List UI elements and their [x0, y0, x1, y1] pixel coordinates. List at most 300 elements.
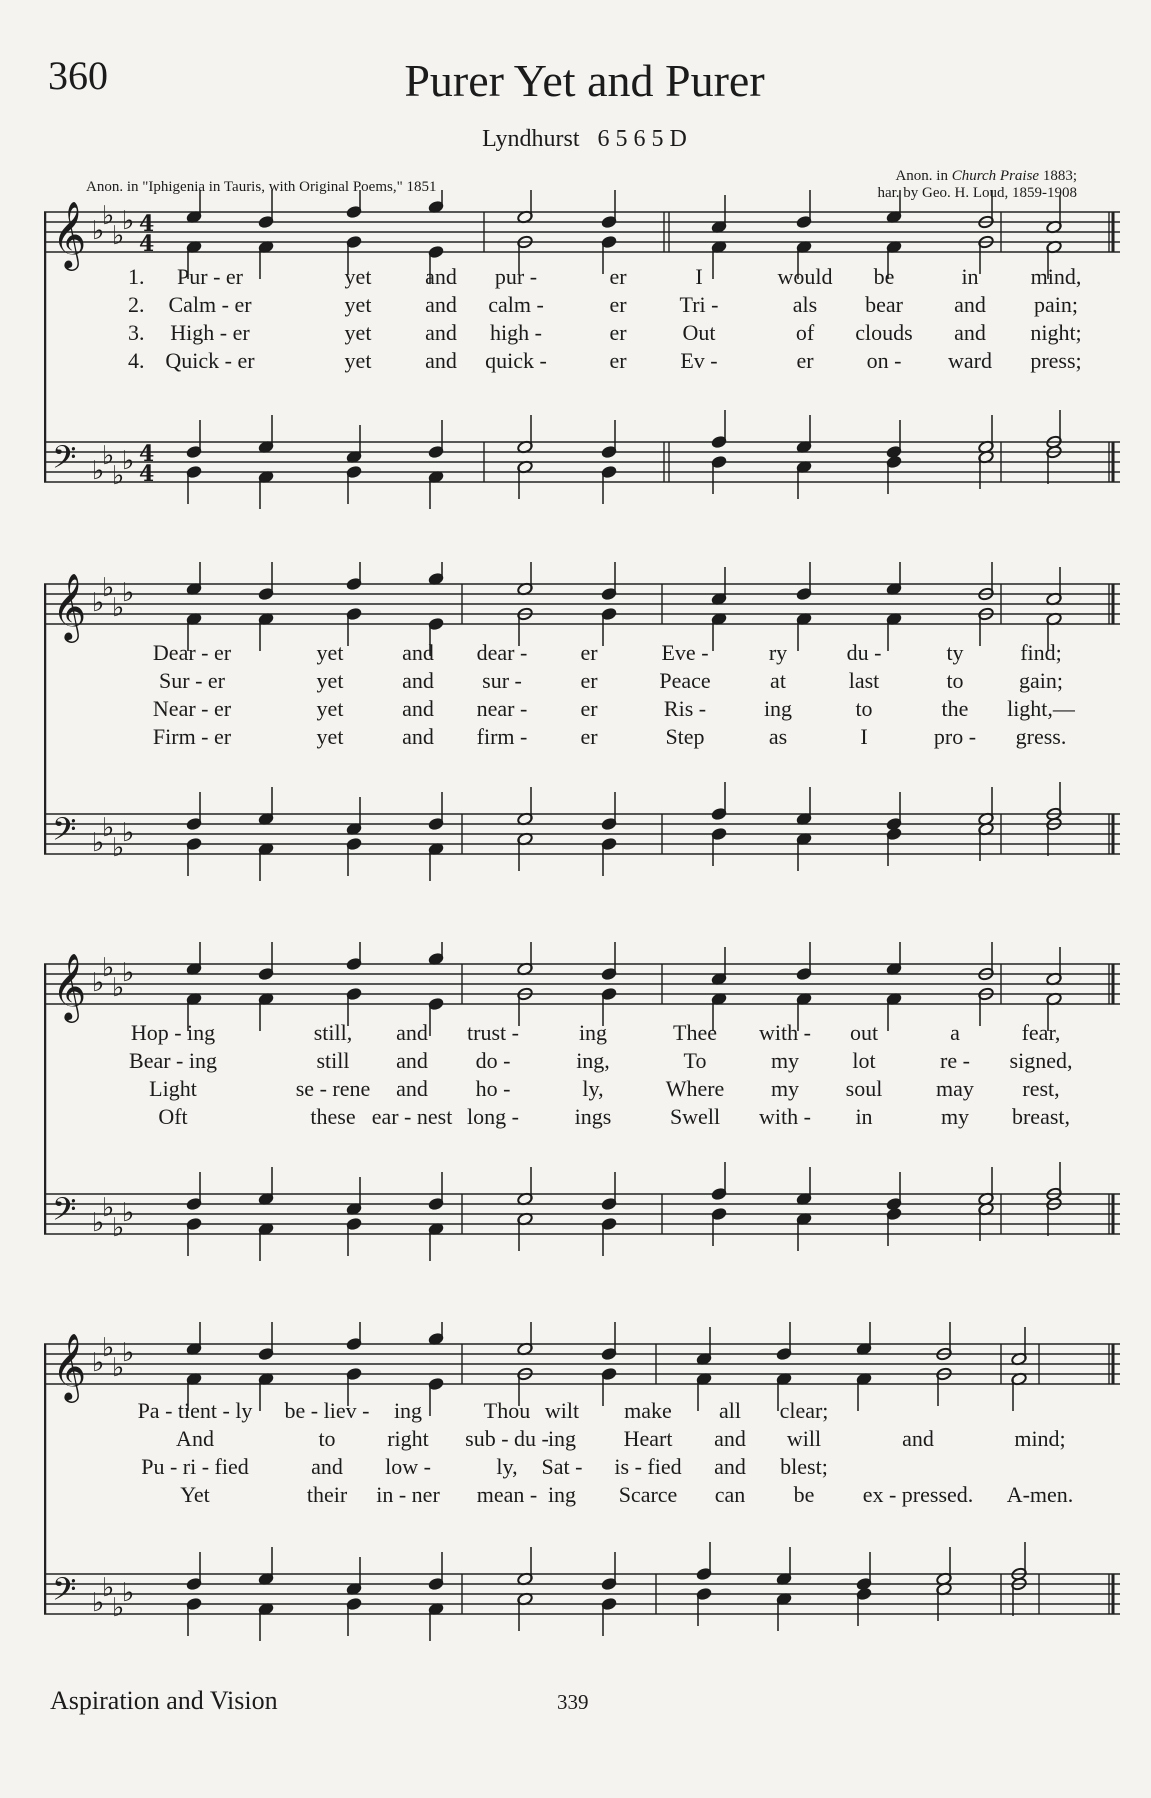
lyric-syllable: and: [954, 292, 986, 317]
flat-icon: ♭: [102, 573, 115, 603]
flat-icon: ♭: [102, 953, 115, 983]
music-credit-source: Church Praise: [951, 168, 1040, 184]
bass-note: [517, 1592, 534, 1631]
tenor-note: [978, 1167, 995, 1206]
flat-icon: ♭: [112, 593, 125, 623]
tenor-note: [428, 420, 445, 459]
alto-note: [601, 607, 618, 646]
lyric-syllable: er: [609, 292, 627, 317]
bass-note: [711, 827, 728, 866]
lyric-syllable: er: [580, 696, 598, 721]
lyric-syllable: ing: [578, 1020, 608, 1045]
soprano-note: [978, 190, 995, 229]
lyric-syllable: and: [402, 640, 434, 665]
verse-number: 3.: [128, 320, 145, 345]
lyric-syllable: on -: [866, 348, 902, 373]
tenor-note: [428, 1552, 445, 1591]
lyric-syllable: fear,: [1021, 1020, 1061, 1045]
lyric-syllable: er: [609, 264, 627, 289]
lyric-syllable: low -: [385, 1454, 431, 1479]
lyric-syllable: Eve -: [661, 640, 709, 665]
bass-note: [796, 832, 813, 871]
bass-note: [428, 1602, 445, 1641]
bass-note: [346, 1217, 363, 1256]
bass-note: [346, 837, 363, 876]
lyric-syllable: clouds: [855, 320, 913, 345]
lyric-syllable: clear;: [779, 1398, 829, 1423]
alto-note: [258, 1372, 275, 1411]
tenor-note: [346, 1557, 363, 1596]
lyric-syllable: yet: [316, 668, 344, 693]
flat-icon: ♭: [122, 958, 135, 988]
bass-note: [776, 1592, 793, 1631]
lyric-syllable: yet: [344, 264, 372, 289]
tenor-note: [346, 425, 363, 464]
bass-note: [186, 837, 203, 876]
bass-note: [696, 1587, 713, 1626]
flat-icon: ♭: [92, 828, 105, 858]
tenor-note: [258, 1547, 275, 1586]
lyric-syllable: se - rene: [295, 1076, 371, 1101]
verse-number: 2.: [128, 292, 145, 317]
soprano-note: [517, 942, 534, 976]
flat-icon: ♭: [92, 1208, 105, 1238]
soprano-note: [601, 562, 618, 601]
lyric-syllable: at: [770, 668, 786, 693]
soprano-note: [856, 1322, 873, 1356]
lyric-syllable: Ris -: [663, 696, 707, 721]
lyric-syllable: Hop - ing: [130, 1020, 216, 1045]
lyric-syllable: ty: [946, 640, 964, 665]
music-credit-prefix: Anon. in: [895, 168, 952, 184]
tenor-note: [796, 787, 813, 826]
lyric-syllable: er: [580, 724, 598, 749]
alto-note: [258, 992, 275, 1031]
tenor-note: [428, 792, 445, 831]
lyric-syllable: ing: [547, 1426, 577, 1451]
lyric-syllable: sub - du -: [465, 1426, 549, 1451]
flat-icon: ♭: [112, 461, 125, 491]
bass-note: [1046, 1197, 1063, 1236]
soprano-note: [258, 942, 275, 981]
lyric-syllable: Pu - ri - fied: [141, 1454, 249, 1479]
lyric-syllable: and: [714, 1454, 746, 1479]
lyric-syllable: of: [795, 320, 815, 345]
music-system-1: [44, 190, 1120, 520]
tenor-note: [428, 1172, 445, 1211]
tenor-note: [978, 787, 995, 826]
alto-note: [776, 1372, 793, 1411]
alto-note: [517, 987, 534, 1026]
bass-note: [886, 827, 903, 866]
lyric-syllable: And: [176, 1426, 214, 1451]
bass-note: [796, 460, 813, 499]
lyric-syllable: to: [855, 696, 873, 721]
soprano-note: [796, 942, 813, 981]
tune-name: Lyndhurst: [482, 126, 580, 152]
tenor-note: [711, 1162, 728, 1201]
alto-note: [711, 612, 728, 651]
lyric-syllable: Light: [149, 1076, 197, 1101]
hymn-number: 360: [48, 53, 108, 98]
lyric-syllable: Scarce: [618, 1482, 678, 1507]
soprano-note: [936, 1322, 953, 1361]
bass-note: [258, 470, 275, 509]
lyric-syllable: Sur - er: [159, 668, 225, 693]
lyric-syllable: still,: [313, 1020, 353, 1045]
flat-icon: ♭: [92, 968, 105, 998]
flat-icon: ♭: [122, 1198, 135, 1228]
flat-icon: ♭: [122, 206, 135, 236]
lyric-syllable: High - er: [170, 320, 250, 345]
alto-note: [978, 607, 995, 646]
alto-note: [428, 997, 445, 1036]
tenor-note: [886, 1172, 903, 1211]
alto-note: [346, 235, 363, 274]
alto-note: [696, 1372, 713, 1411]
bass-clef-icon: 𝄢: [52, 439, 77, 483]
bass-note: [517, 832, 534, 871]
flat-icon: ♭: [112, 973, 125, 1003]
lyric-syllable: Oft: [158, 1104, 188, 1129]
bass-note: [978, 450, 995, 489]
soprano-note: [186, 1322, 203, 1356]
soprano-note: [186, 562, 203, 596]
lyric-syllable: ing,: [576, 1048, 610, 1073]
tenor-note: [517, 787, 534, 826]
lyric-syllable: be: [873, 264, 895, 289]
lyric-syllable: light,—: [1007, 696, 1075, 721]
alto-note: [936, 1367, 953, 1406]
lyric-syllable: and: [714, 1426, 746, 1451]
tenor-note: [1046, 782, 1063, 821]
soprano-note: [428, 942, 445, 966]
lyric-syllable: er: [796, 348, 814, 373]
time-signature: 4: [139, 231, 155, 257]
lyric-syllable: gress.: [1015, 724, 1067, 749]
soprano-note: [886, 190, 903, 224]
lyric-syllable: ly,: [496, 1454, 518, 1479]
soprano-note: [711, 567, 728, 606]
alto-note: [601, 1367, 618, 1406]
treble-clef-icon: 𝄞: [52, 952, 87, 1020]
flat-icon: ♭: [112, 833, 125, 863]
tenor-note: [1011, 1542, 1028, 1581]
lyric-syllable: als: [792, 292, 818, 317]
alto-note: [796, 240, 813, 279]
alto-note: [346, 607, 363, 646]
bass-note: [517, 460, 534, 499]
lyric-syllable: ing: [547, 1482, 577, 1507]
soprano-note: [796, 562, 813, 601]
bass-clef-icon: 𝄢: [52, 1191, 77, 1235]
bass-note: [601, 465, 618, 504]
bass-clef-icon: 𝄢: [52, 811, 77, 855]
flat-icon: ♭: [92, 456, 105, 486]
soprano-note: [978, 942, 995, 981]
lyric-syllable: er: [609, 348, 627, 373]
soprano-note: [258, 562, 275, 601]
tenor-note: [711, 410, 728, 449]
lyric-syllable: last: [848, 668, 880, 693]
lyric-syllable: Yet: [180, 1482, 210, 1507]
tenor-note: [796, 1167, 813, 1206]
lyric-syllable: blest;: [780, 1454, 828, 1479]
flat-icon: ♭: [112, 1213, 125, 1243]
flat-icon: ♭: [92, 1348, 105, 1378]
lyric-syllable: the: [941, 696, 969, 721]
flat-icon: ♭: [102, 1573, 115, 1603]
alto-note: [978, 235, 995, 274]
alto-note: [796, 612, 813, 651]
flat-icon: ♭: [122, 818, 135, 848]
lyric-syllable: yet: [316, 640, 344, 665]
lyric-syllable: pain;: [1034, 292, 1078, 317]
tenor-note: [1046, 410, 1063, 449]
soprano-note: [1046, 195, 1063, 234]
lyric-syllable: er: [609, 320, 627, 345]
verse-number: 4.: [128, 348, 145, 373]
alto-note: [886, 612, 903, 651]
tenor-note: [696, 1542, 713, 1581]
tenor-note: [186, 792, 203, 831]
soprano-note: [711, 195, 728, 234]
soprano-note: [517, 562, 534, 596]
alto-note: [601, 987, 618, 1026]
soprano-note: [428, 190, 445, 214]
soprano-note: [258, 190, 275, 229]
tenor-note: [258, 415, 275, 454]
lyric-syllable: I: [860, 724, 868, 749]
lyric-syllable: wilt: [544, 1398, 580, 1423]
alto-note: [711, 992, 728, 1031]
soprano-note: [601, 1322, 618, 1361]
flat-icon: ♭: [102, 201, 115, 231]
lyric-syllable: will: [786, 1426, 822, 1451]
lyric-syllable: sur -: [482, 668, 522, 693]
lyric-syllable: Out: [682, 320, 716, 345]
bass-note: [186, 1597, 203, 1636]
flat-icon: ♭: [122, 1338, 135, 1368]
tenor-note: [186, 420, 203, 459]
alto-note: [186, 240, 203, 279]
tenor-note: [258, 1167, 275, 1206]
alto-note: [186, 992, 203, 1031]
alto-note: [428, 1377, 445, 1416]
alto-note: [978, 987, 995, 1026]
alto-note: [517, 1367, 534, 1406]
lyric-syllable: ing: [763, 696, 793, 721]
lyric-syllable: still: [316, 1048, 350, 1073]
soprano-note: [428, 562, 445, 586]
alto-note: [346, 1367, 363, 1406]
lyric-syllable: breast,: [1011, 1104, 1071, 1129]
alto-note: [258, 240, 275, 279]
lyric-syllable: du -: [846, 640, 882, 665]
lyric-syllable: do -: [475, 1048, 511, 1073]
lyric-syllable: re -: [940, 1048, 970, 1073]
lyric-syllable: Calm - er: [168, 292, 252, 317]
soprano-note: [1046, 947, 1063, 986]
bass-note: [711, 455, 728, 494]
lyric-syllable: mind;: [1014, 1426, 1066, 1451]
bass-note: [186, 465, 203, 504]
bass-note: [978, 1202, 995, 1241]
lyric-syllable: and: [396, 1020, 428, 1045]
alto-note: [1046, 992, 1063, 1031]
lyric-syllable: Dear - er: [152, 640, 232, 665]
flat-icon: ♭: [112, 1593, 125, 1623]
lyric-syllable: would: [777, 264, 833, 289]
lyric-syllable: Firm - er: [152, 724, 232, 749]
lyric-syllable: to: [946, 668, 964, 693]
lyric-syllable: bear: [865, 292, 903, 317]
lyric-syllable: Sat -: [541, 1454, 583, 1479]
bass-note: [711, 1207, 728, 1246]
bass-note: [428, 1222, 445, 1261]
soprano-note: [886, 562, 903, 596]
music-credit-suffix: 1883;: [1039, 168, 1077, 184]
time-signature: 4: [139, 211, 155, 237]
lyric-syllable: a: [950, 1020, 960, 1045]
soprano-note: [978, 562, 995, 601]
lyric-syllable: signed,: [1009, 1048, 1073, 1073]
bass-note: [517, 1212, 534, 1251]
bass-note: [346, 465, 363, 504]
bass-note: [796, 1212, 813, 1251]
alto-note: [796, 992, 813, 1031]
tenor-note: [776, 1547, 793, 1586]
bass-note: [601, 837, 618, 876]
lyric-syllable: soul: [845, 1076, 883, 1101]
lyric-syllable: er: [580, 668, 598, 693]
lyric-syllable: and: [402, 668, 434, 693]
lyric-syllable: be: [793, 1482, 815, 1507]
tenor-note: [517, 1167, 534, 1206]
time-signature: 4: [139, 461, 155, 487]
lyric-syllable: yet: [344, 348, 372, 373]
lyric-syllable: ward: [948, 348, 992, 373]
time-signature: 4: [139, 441, 155, 467]
tenor-note: [186, 1172, 203, 1211]
lyric-syllable: Near - er: [152, 696, 232, 721]
lyric-syllable: pro -: [933, 724, 977, 749]
lyric-syllable: and: [396, 1048, 428, 1073]
soprano-note: [696, 1327, 713, 1366]
alto-note: [886, 992, 903, 1031]
lyric-syllable: out: [849, 1020, 879, 1045]
soprano-note: [517, 190, 534, 224]
flat-icon: ♭: [102, 441, 115, 471]
lyric-syllable: be - liev -: [284, 1398, 370, 1423]
alto-note: [428, 245, 445, 284]
flat-icon: ♭: [92, 216, 105, 246]
lyric-syllable: To: [683, 1048, 707, 1073]
lyric-syllable: lot: [852, 1048, 876, 1073]
lyric-syllable: ly,: [582, 1076, 604, 1101]
music-system-2: [44, 562, 1120, 892]
lyric-syllable: press;: [1030, 348, 1082, 373]
music-credit-line2: har. by Geo. H. Loud, 1859-1908: [877, 185, 1077, 201]
soprano-note: [796, 190, 813, 229]
lyric-syllable: to: [318, 1426, 336, 1451]
tenor-note: [601, 1552, 618, 1591]
treble-clef-icon: 𝄞: [52, 200, 87, 268]
flat-icon: ♭: [92, 588, 105, 618]
tenor-note: [601, 420, 618, 459]
flat-icon: ♭: [102, 813, 115, 843]
tenor-note: [978, 415, 995, 454]
soprano-note: [186, 942, 203, 976]
lyric-syllable: is - fied: [614, 1454, 682, 1479]
lyric-syllable: mean -: [476, 1482, 538, 1507]
flat-icon: ♭: [112, 221, 125, 251]
lyric-syllable: and: [425, 264, 457, 289]
lyric-syllable: yet: [344, 320, 372, 345]
words-credit: Anon. in "Iphigenia in Tauris, with Original Poems," 1851: [86, 179, 437, 195]
lyric-syllable: and: [402, 724, 434, 749]
lyric-syllable: Thee: [673, 1020, 717, 1045]
lyric-syllable: ex - pressed.: [862, 1482, 974, 1507]
verse-number: 1.: [128, 264, 145, 289]
soprano-note: [1011, 1327, 1028, 1366]
soprano-note: [601, 942, 618, 981]
alto-note: [517, 607, 534, 646]
soprano-note: [346, 942, 363, 971]
soprano-note: [1046, 567, 1063, 606]
lyric-syllable: Heart: [623, 1426, 673, 1451]
lyric-syllable: ing: [393, 1398, 423, 1423]
lyric-syllable: er: [580, 640, 598, 665]
alto-note: [346, 987, 363, 1026]
bass-note: [978, 822, 995, 861]
bass-note: [856, 1587, 873, 1626]
lyric-syllable: yet: [316, 696, 344, 721]
tenor-note: [856, 1552, 873, 1591]
flat-icon: ♭: [122, 1578, 135, 1608]
bass-note: [428, 842, 445, 881]
lyric-syllable: and: [954, 320, 986, 345]
lyric-syllable: Pur - er: [177, 264, 243, 289]
bass-note: [186, 1217, 203, 1256]
tenor-note: [886, 792, 903, 831]
lyric-syllable: Quick - er: [165, 348, 255, 373]
lyric-syllable: mind,: [1030, 264, 1082, 289]
lyric-syllable: ear - nest: [371, 1104, 453, 1129]
music-system-4: [44, 1322, 1120, 1652]
tenor-note: [886, 420, 903, 459]
tenor-note: [601, 792, 618, 831]
alto-note: [1046, 240, 1063, 279]
lyric-syllable: high -: [490, 320, 542, 345]
lyric-syllable: right: [387, 1426, 429, 1451]
alto-note: [1011, 1372, 1028, 1411]
bass-note: [346, 1597, 363, 1636]
alto-note: [258, 612, 275, 651]
soprano-note: [711, 947, 728, 986]
soprano-note: [886, 942, 903, 976]
lyric-syllable: firm -: [476, 724, 528, 749]
bass-clef-icon: 𝄢: [52, 1571, 77, 1615]
lyric-syllable: and: [402, 696, 434, 721]
lyric-syllable: trust -: [467, 1020, 519, 1045]
lyric-syllable: yet: [344, 292, 372, 317]
lyric-syllable: in: [961, 264, 979, 289]
bass-note: [601, 1597, 618, 1636]
lyric-syllable: I: [695, 264, 703, 289]
flat-icon: ♭: [122, 446, 135, 476]
lyric-syllable: my: [770, 1076, 800, 1101]
